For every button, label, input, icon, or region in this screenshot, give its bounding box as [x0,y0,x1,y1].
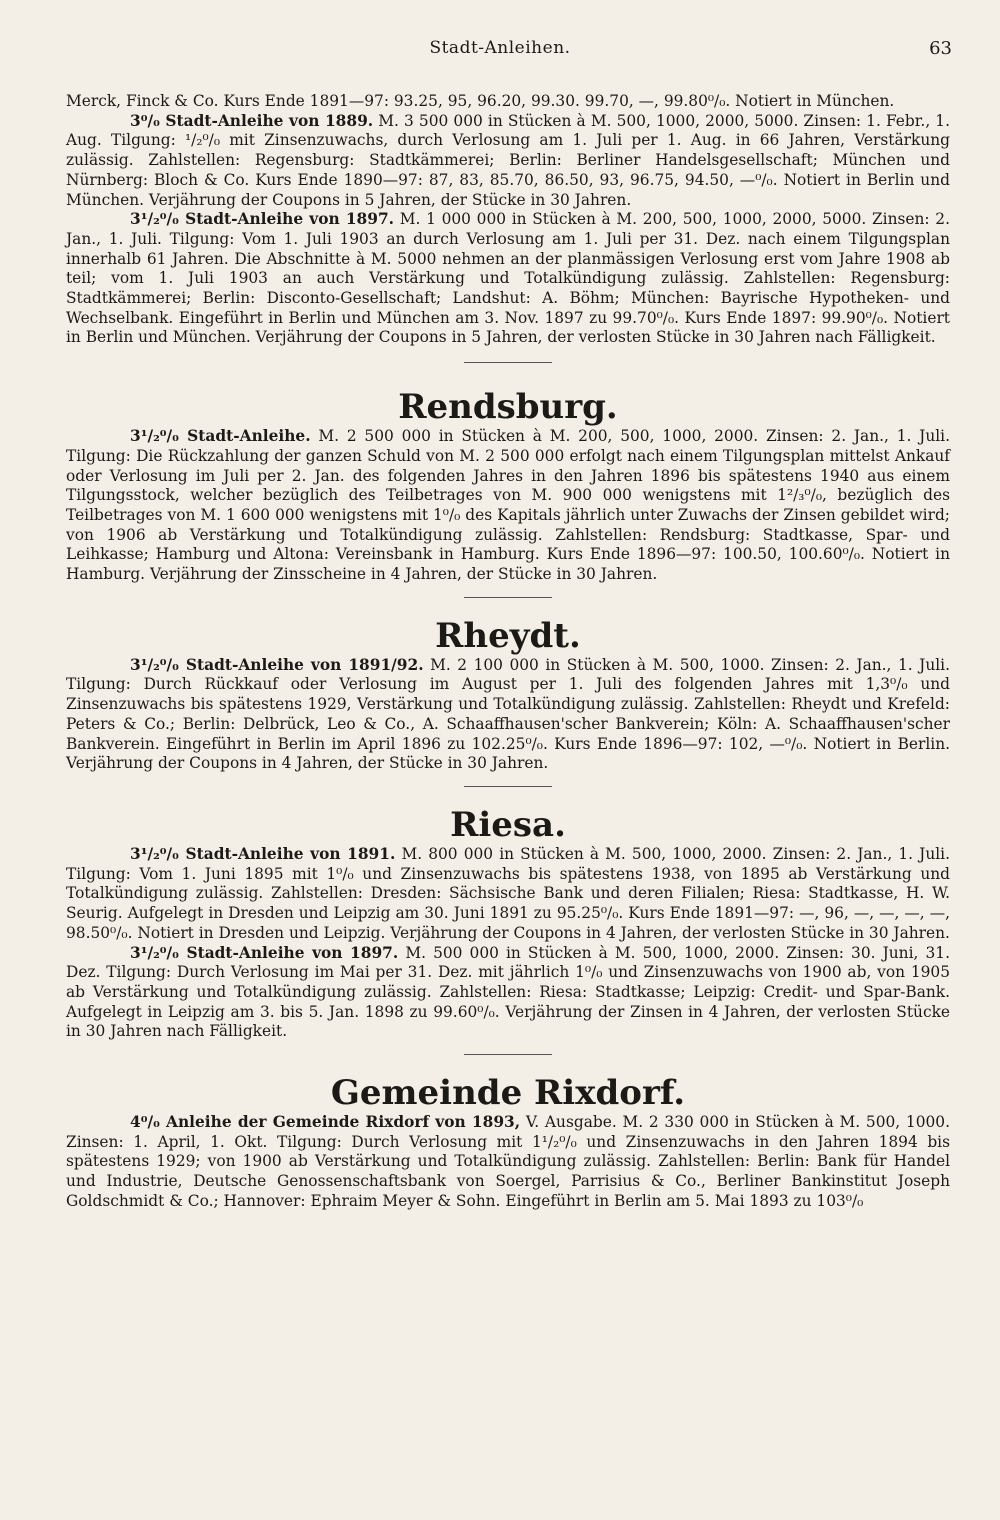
section-divider [464,1054,552,1055]
entry-lead: 4⁰/₀ Anleihe der Gemeinde Rixdorf von 1893, [130,1113,521,1132]
section-heading: Gemeinde Rixdorf. [330,1073,686,1114]
running-title: Stadt-Anleihen. [429,38,571,58]
entry-text: M. 800 000 in Stücken à M. 500, 1000, 2000. Zinsen: 2. Jan., 1. Juli. Tilgung: Vom 1. Juni 1895 mit 1⁰/₀ und Zinsenzuwachs bis spätestens 1938, von 1895 ab Verstärkung und Totalkündigung zulässig. Zahlstellen: Dresden: Sächsische Bank und deren Filialen; Riesa: Stadtkasse, H. W. Seurig. Aufgelegt in Dresden und Leipzig am 30. Juni 1891 zu 95.25⁰/₀. Kurs Ende 1891—97: —, 96, —, —, —, —, 98.50⁰/₀. Notiert in Dresden und Leipzig. Verjährung der Coupons in 4 Jahren, der verlosten Stücke in 30 Jahren. [66,844,950,942]
page-body [66,92,950,1212]
entry-paragraph [66,210,950,348]
section-divider [464,786,552,787]
entry-paragraph [66,112,950,211]
entry-paragraph [66,1113,950,1212]
entry-text: M. 500 000 in Stücken à M. 500, 1000, 2000. Zinsen: 30. Juni, 31. Dez. Tilgung: Durch Verlosung im Mai per 31. Dez. mit jährlich 1⁰/₀ und Zinsenzuwachs von 1900 ab, von 1905 ab Verstärkung und Totalkündigung zulässig. Zahlstellen: Riesa: Stadtkasse; Leipzig: Credit- und Spar-Bank. Aufgelegt in Leipzig am 3. bis 5. Jan. 1898 zu 99.60⁰/₀. Verjährung der Zinsen in 4 Jahren, der verlosten Stücke in 30 Jahren nach Fälligkeit. [66,943,950,1041]
entry-lead: 3¹/₂⁰/₀ Stadt-Anleihe. [130,427,311,446]
section-heading: Rheydt. [435,615,581,656]
entry-lead: 3⁰/₀ Stadt-Anleihe von 1889. [130,111,374,130]
entry-paragraph [66,944,950,1043]
entry-paragraph [66,845,950,944]
entry-lead: 3¹/₂⁰/₀ Stadt-Anleihe von 1891. [130,844,396,863]
entry-text: M. 2 500 000 in Stücken à M. 200, 500, 1000, 2000. Zinsen: 2. Jan., 1. Juli. Tilgung: Die Rückzahlung der ganzen Schuld von M. 2 500 000 erfolgt nach einem Tilgungsplan mittelst Ankauf oder Verlosung im Juli per 2. Jan. des folgenden Jahres in den Jahren 1896 bis spätestens 1940 aus einem Tilgungsstock, welcher bezüglich des Teilbetrages von M. 900 000 wenigstens mit 1²/₃⁰/₀, bezüglich des Teilbetrages von M. 1 600 000 wenigstens mit 1⁰/₀ des Kapitals jährlich unter Zuwachs der Zinsen gebildet wird; von 1906 ab Verstärkung und Totalkündigung zulässig. Zahlstellen: Rendsburg: Stadtkasse, Spar- und Leihkasse; Hamburg und Altona: Vereinsbank in Hamburg. Kurs Ende 1896—97: 100.50, 100.60⁰/₀. Notiert in Hamburg. Verjährung der Zinsscheine in 4 Jahren, der Stücke in 30 Jahren. [66,427,950,584]
entry-lead: 3¹/₂⁰/₀ Stadt-Anleihe von 1897. [130,943,399,962]
section-divider [464,362,552,363]
entry-lead: 3¹/₂⁰/₀ Stadt-Anleihe von 1897. [130,210,395,229]
entry-text: V. Ausgabe. M. 2 330 000 in Stücken à M. 500, 1000. Zinsen: 1. April, 1. Okt. Tilgung: Durch Verlosung mit 1¹/₂⁰/₀ und Zinsenzuwachs in den Jahren 1894 bis spätestens 1929; von 1900 ab Verstärkung und Totalkündigung zulässig. Zahlstellen: Berlin: Bank für Handel und Industrie, Deutsche Genossenschaftsbank von Soergel, Parrisius & Co., Berliner Bankinstitut Joseph Goldschmidt & Co.; Hannover: Ephraim Meyer & Sohn. Eingeführt in Berlin am 5. Mai 1893 zu 103⁰/₀ [66,1113,950,1210]
entry-text: M. 1 000 000 in Stücken à M. 200, 500, 1000, 2000, 5000. Zinsen: 2. Jan., 1. Juli. Tilgung: Vom 1. Juli 1903 an durch Verlosung am 1. Juli per 31. Dez. nach einem Tilgungsplan innerhalb 61 Jahren. Die Abschnitte à M. 5000 nehmen an der planmässigen Verlosung erst vom Jahre 1908 ab teil; vom 1. Juli 1903 an auch Verstärkung und Totalkündigung zulässig. Zahlstellen: Regensburg: Stadtkämmerei; Berlin: Disconto-Gesellschaft; Landshut: A. Böhm; München: Bayrische Hypotheken- und Wechselbank. Eingeführt in Berlin und München am 3. Nov. 1897 zu 99.70⁰/₀. Kurs Ende 1897: 99.90⁰/₀. Notiert in Berlin und München. Verjährung der Coupons in 5 Jahren, der verlosten Stücke in 30 Jahren nach Fälligkeit. [66,210,950,347]
page-number: 63 [929,38,952,59]
entry-lead: 3¹/₂⁰/₀ Stadt-Anleihe von 1891/92. [130,655,424,674]
entry-paragraph [66,427,950,585]
entry-text: M. 2 100 000 in Stücken à M. 500, 1000. Zinsen: 2. Jan., 1. Juli. Tilgung: Durch Rückkauf oder Verlosung im August per 1. Juli des folgenden Jahres mit 1,3⁰/₀ und Zinsenzuwachs bis spätestens 1929, Verstärkung und Totalkündigung zulässig. Zahlstellen: Rheydt und Krefeld: Peters & Co.; Berlin: Delbrück, Leo & Co., A. Schaaffhausen'scher Bankverein; Köln: A. Schaaffhausen'scher Bankverein. Eingeführt in Berlin im April 1896 zu 102.25⁰/₀. Kurs Ende 1896—97: 102, —⁰/₀. Notiert in Berlin. Verjährung der Coupons in 4 Jahren, der Stücke in 30 Jahren. [66,655,950,773]
page-header [0,38,1000,64]
section-heading: Riesa. [450,804,566,845]
entry-text: M. 3 500 000 in Stücken à M. 500, 1000, 2000, 5000. Zinsen: 1. Febr., 1. Aug. Tilgung: ¹/₂⁰/₀ mit Zinsenzuwachs, durch Verlosung am 1. Juli per 1. Aug. in 66 Jahren, Verstärkung zulässig. Zahlstellen: Regensburg: Stadtkämmerei; Berlin: Berliner Handelsgesellschaft; München und Nürnberg: Bloch & Co. Kurs Ende 1890—97: 87, 83, 85.70, 86.50, 93, 96.75, 94.50, —⁰/₀. Notiert in Berlin und München. Verjährung der Coupons in 5 Jahren, der Stücke in 30 Jahren. [66,111,950,209]
section-heading: Rendsburg. [398,387,618,428]
section-divider [464,597,552,598]
entry-paragraph [66,656,950,774]
intro-paragraph: Merck, Finck & Co. Kurs Ende 1891—97: 93.25, 95, 96.20, 99.30. 99.70, —, 99.80⁰/₀. Notiert in München. [66,92,895,110]
